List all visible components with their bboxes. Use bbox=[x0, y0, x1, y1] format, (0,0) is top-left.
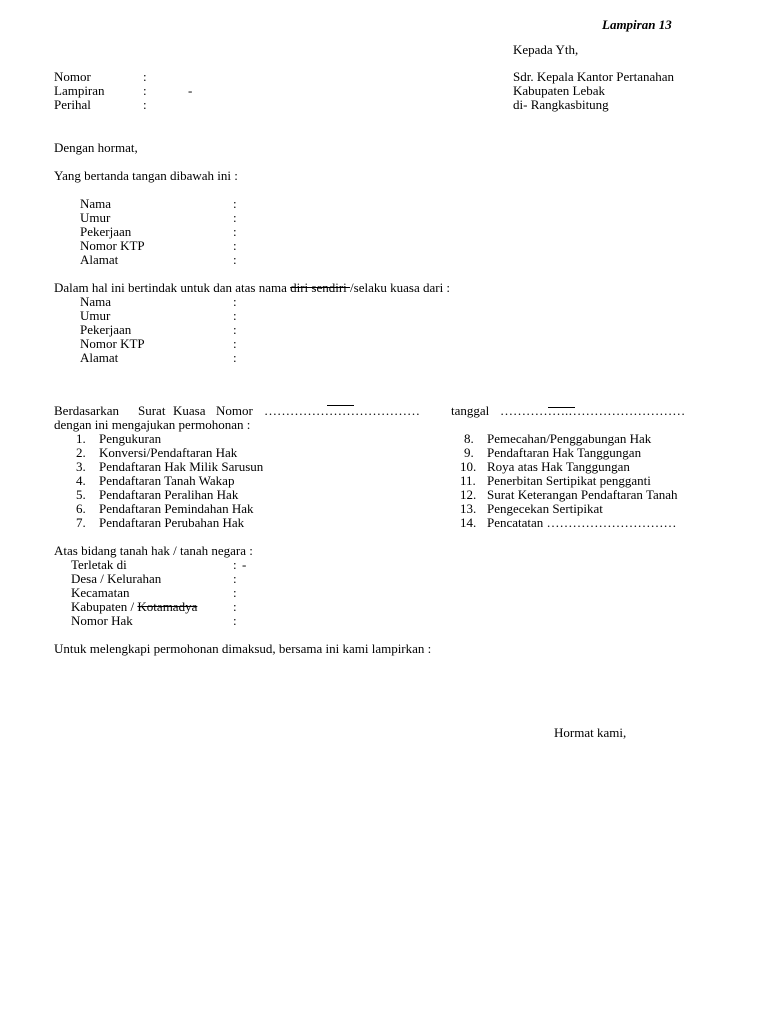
signer-field-label: Umur bbox=[80, 210, 111, 225]
land-field-value: - bbox=[242, 557, 247, 572]
request-item: Pendaftaran Hak Tanggungan bbox=[487, 445, 642, 460]
land-field-struck: Kotamadya bbox=[137, 599, 198, 614]
meta-colon: : bbox=[143, 69, 147, 84]
field-colon: : bbox=[233, 308, 237, 323]
signer-field-label: Pekerjaan bbox=[80, 224, 132, 239]
request-item: Pendaftaran Peralihan Hak bbox=[99, 487, 239, 502]
meta-colon: : bbox=[143, 83, 147, 98]
proxy-field-label: Nama bbox=[80, 294, 112, 309]
recipient-line3: di- Rangkasbitung bbox=[513, 97, 609, 112]
request-number: 12. bbox=[460, 487, 477, 502]
salutation: Dengan hormat, bbox=[54, 140, 138, 155]
request-number: 13. bbox=[460, 501, 477, 516]
request-item: Pendaftaran Perubahan Hak bbox=[99, 515, 245, 530]
request-item: Pencatatan ………………………… bbox=[487, 515, 677, 530]
request-number: 11. bbox=[460, 473, 476, 488]
proxy-field-label: Umur bbox=[80, 308, 111, 323]
basis-word: Nomor bbox=[216, 403, 253, 418]
basis-dots: …………….……………………… bbox=[500, 403, 686, 418]
request-number: 9. bbox=[464, 445, 474, 460]
signer-field-label: Nama bbox=[80, 196, 112, 211]
lampiran-label: Lampiran 13 bbox=[602, 17, 672, 32]
request-item: Konversi/Pendaftaran Hak bbox=[99, 445, 238, 460]
field-colon: : bbox=[233, 294, 237, 309]
request-item: Pemecahan/Penggabungan Hak bbox=[487, 431, 652, 446]
field-colon: : bbox=[233, 557, 237, 572]
request-number: 8. bbox=[464, 431, 474, 446]
intro-text: Yang bertanda tangan dibawah ini : bbox=[54, 168, 238, 183]
proxy-suffix: /selaku kuasa dari : bbox=[350, 280, 451, 295]
land-field-label-text: Kabupaten / bbox=[71, 599, 138, 614]
meta-perihal-label: Perihal bbox=[54, 97, 91, 112]
meta-nomor-label: Nomor bbox=[54, 69, 91, 84]
closing: Hormat kami, bbox=[554, 725, 627, 740]
request-item: Pendaftaran Tanah Wakap bbox=[99, 473, 235, 488]
signer-field-label: Nomor KTP bbox=[80, 238, 145, 253]
field-colon: : bbox=[233, 350, 237, 365]
attachments-intro: Untuk melengkapi permohonan dimaksud, bersama ini kami lampirkan : bbox=[54, 641, 432, 656]
recipient-line2: Kabupaten Lebak bbox=[513, 83, 606, 98]
request-item: Pengecekan Sertipikat bbox=[487, 501, 603, 516]
request-number: 1. bbox=[76, 431, 86, 446]
request-number: 7. bbox=[76, 515, 86, 530]
proxy-prefix: Dalam hal ini bertindak untuk dan atas nama bbox=[54, 280, 291, 295]
request-number: 10. bbox=[460, 459, 477, 474]
field-colon: : bbox=[233, 252, 237, 267]
meta-colon: : bbox=[143, 97, 147, 112]
basis-line2: dengan ini mengajukan permohonan : bbox=[54, 417, 251, 432]
field-colon: : bbox=[233, 196, 237, 211]
request-item: Penerbitan Sertipikat pengganti bbox=[487, 473, 651, 488]
request-item: Pendaftaran Hak Milik Sarusun bbox=[99, 459, 264, 474]
recipient-line1: Sdr. Kepala Kantor Pertanahan bbox=[513, 69, 675, 84]
field-colon: : bbox=[233, 238, 237, 253]
field-colon: : bbox=[233, 571, 237, 586]
request-number: 3. bbox=[76, 459, 86, 474]
proxy-field-label: Nomor KTP bbox=[80, 336, 145, 351]
field-colon: : bbox=[233, 613, 237, 628]
land-intro: Atas bidang tanah hak / tanah negara : bbox=[54, 543, 253, 558]
request-number: 5. bbox=[76, 487, 86, 502]
request-number: 6. bbox=[76, 501, 86, 516]
request-item: Pendaftaran Pemindahan Hak bbox=[99, 501, 254, 516]
meta-lampiran-label: Lampiran bbox=[54, 83, 105, 98]
request-item: Pengukuran bbox=[99, 431, 162, 446]
request-item: Roya atas Hak Tanggungan bbox=[487, 459, 630, 474]
field-colon: : bbox=[233, 322, 237, 337]
land-field-label: Kecamatan bbox=[71, 585, 130, 600]
request-number: 4. bbox=[76, 473, 86, 488]
field-colon: : bbox=[233, 210, 237, 225]
field-colon: : bbox=[233, 336, 237, 351]
request-number: 2. bbox=[76, 445, 86, 460]
land-field-label: Desa / Kelurahan bbox=[71, 571, 162, 586]
basis-word: Berdasarkan bbox=[54, 403, 119, 418]
recipient-greeting: Kepada Yth, bbox=[513, 42, 579, 57]
field-colon: : bbox=[233, 599, 237, 614]
basis-word: Kuasa bbox=[173, 403, 206, 418]
land-field-label-kabupaten bbox=[71, 600, 197, 614]
field-colon: : bbox=[233, 224, 237, 239]
proxy-field-label: Alamat bbox=[80, 350, 119, 365]
field-colon: : bbox=[233, 585, 237, 600]
proxy-struck: diri sendiri bbox=[290, 280, 351, 295]
basis-dots: ……………………………… bbox=[264, 403, 420, 418]
proxy-line bbox=[54, 281, 450, 295]
request-item: Surat Keterangan Pendaftaran Tanah bbox=[487, 487, 678, 502]
proxy-field-label: Pekerjaan bbox=[80, 322, 132, 337]
meta-lampiran-value: - bbox=[188, 83, 193, 98]
land-field-label: Nomor Hak bbox=[71, 613, 133, 628]
land-field-label: Terletak di bbox=[71, 557, 127, 572]
request-number: 14. bbox=[460, 515, 477, 530]
signer-field-label: Alamat bbox=[80, 252, 119, 267]
basis-word: tanggal bbox=[451, 403, 490, 418]
basis-word: Surat bbox=[138, 403, 166, 418]
